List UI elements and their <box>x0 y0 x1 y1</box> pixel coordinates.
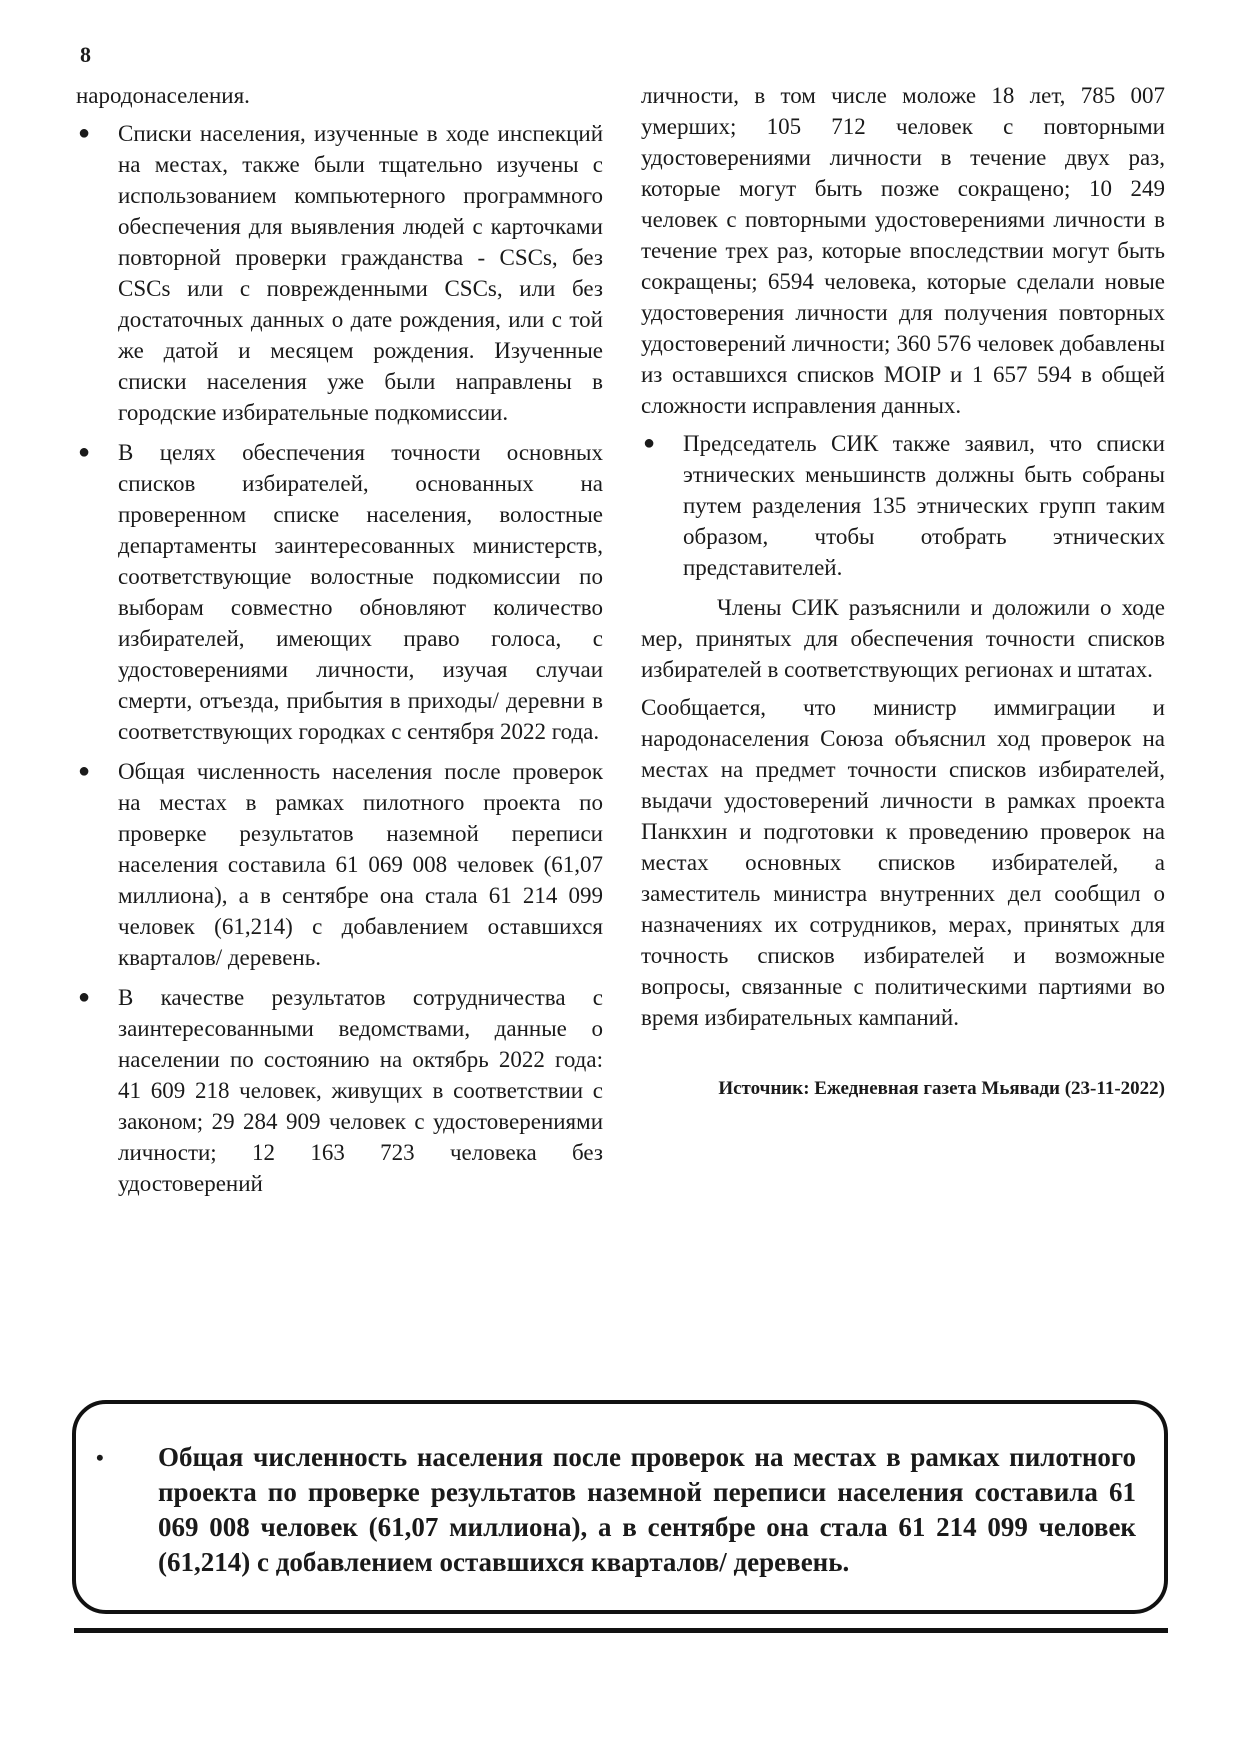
bullet-icon: ● <box>78 441 91 463</box>
bullet-icon: ● <box>78 760 91 782</box>
right-column <box>641 80 1165 1104</box>
bullet-item <box>76 982 603 1199</box>
bullet-item <box>76 437 603 747</box>
bullet-text: Председатель СИК также заявил, что списки этнических меньшинств должны быть собраны путем разделения 135 этнических групп таким образом, чтобы отобрать этнических представителей. <box>683 431 1165 580</box>
body-paragraph: Члены СИК разъяснили и доложили о ходе мер, принятых для обеспечения точности списков избирателей в соответствующих регионах и штатах. <box>641 595 1165 682</box>
bullet-text: Общая численность населения после проверок на местах в рамках пилотного проекта по проверке результатов наземной переписи населения составила 61 069 008 человек (61,07 миллиона), а в сентябре она стала 61 214 099 человек (61,214) с добавлением оставшихся кварталов/ деревень. <box>118 759 603 970</box>
callout-text: Общая численность населения после проверок на местах в рамках пилотного проекта по проверке результатов наземной переписи населения составила 61 069 008 человек (61,07 миллиона), а в сентябре она стала 61 214 099 человек (61,214) с добавлением оставшихся кварталов/ деревень. <box>158 1442 1136 1577</box>
left-column <box>76 80 603 1208</box>
bullet-item <box>76 118 603 428</box>
page-number: 8 <box>80 42 91 67</box>
source-citation: Источник: Ежедневная газета Мьявади (23-11-2022) <box>718 1078 1165 1099</box>
bullet-item <box>641 428 1165 583</box>
bullet-icon: ● <box>643 432 656 454</box>
continuation-text: личности, в том числе моложе 18 лет, 785 007 умерших; 105 712 человек с повторными удостоверениями личности в течение двух раз, которые могут быть позже сокращено; 10 249 человек с повторными удостоверениями личности в течение трех раз, которые впоследствии могут быть сокращены; 6594 человека, которые сделали новые удостоверения личности для получения повторных удостоверений личности; 360 576 человек добавлены из оставшихся списков MOIP и 1 657 594 в общей сложности исправления данных. <box>641 83 1165 418</box>
continuation-text: народонаселения. <box>76 83 250 108</box>
bullet-list <box>641 428 1165 583</box>
bottom-divider <box>74 1628 1168 1633</box>
body-paragraph: Сообщается, что министр иммиграции и народонаселения Союза объяснил ход проверок на местах на предмет точности списков избирателей, выдачи удостоверений личности в рамках проекта Панкхин и подготовки к проведению проверок на местах основных списков избирателей, а заместитель министра внутренних дел сообщил о назначениях их сотрудников, мерах, принятых для точность списков избирателей и возможные вопросы, связанные с политическими партиями во время избирательных кампаний. <box>641 695 1165 1030</box>
bullet-text: Списки населения, изученные в ходе инспекций на местах, также были тщательно изучены с использованием компьютерного программного обеспечения для выявления людей с карточками повторной проверки гражданства - CSCs, без CSCs или с поврежденными CSCs, или без достаточных данных о дате рождения, или с той же датой и месяцем рождения. Изученные списки населения уже были направлены в городские избирательные подкомиссии. <box>118 121 603 425</box>
bullet-text: В качестве результатов сотрудничества с заинтересованными ведомствами, данные о населении по состоянию на октябрь 2022 года: 41 609 218 человек, живущих в соответствии с законом; 29 284 909 человек с удостоверениями личности; 12 163 723 человека без удостоверений <box>118 985 603 1196</box>
bullet-icon: ● <box>78 122 91 144</box>
highlight-callout-box <box>72 1400 1168 1614</box>
bullet-text: В целях обеспечения точности основных списков избирателей, основанных на проверенном списке населения, волостные департаменты заинтересованных министерств, соответствующие волостные подкомиссии по выборам совместно обновляют количество избирателей, имеющих право голоса, с удостоверениями личности, изучая случаи смерти, отъезда, прибытия в приходы/ деревни в соответствующих городках с сентября 2022 года. <box>118 440 603 744</box>
bullet-icon: ● <box>78 986 91 1008</box>
bullet-icon: • <box>96 1445 104 1470</box>
bullet-item <box>76 756 603 973</box>
bullet-list <box>76 118 603 1199</box>
